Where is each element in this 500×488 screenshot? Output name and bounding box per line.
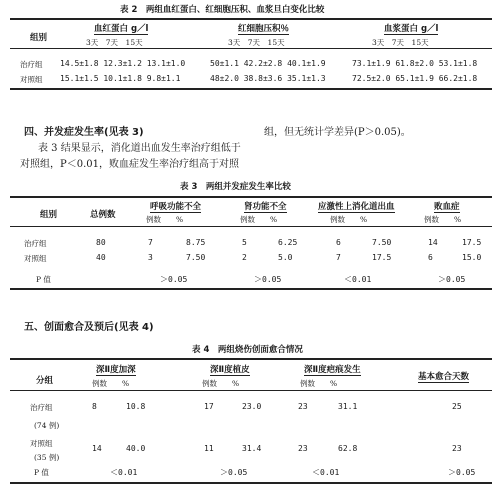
table3-cell: 17.5 xyxy=(462,238,482,247)
table4-header: 分组 xyxy=(36,376,54,386)
table4-cell: 23.0 xyxy=(242,402,262,411)
table3-cell: 80 xyxy=(96,238,106,247)
table3-cell: 14 xyxy=(428,238,438,247)
table3-cell: 2 xyxy=(242,253,247,262)
table2-hemoglobin-days: 3天 7天 15天 xyxy=(86,38,143,47)
table3-cell: 6.25 xyxy=(278,238,298,247)
table3-cell: 17.5 xyxy=(372,253,392,262)
table2-group-header: 组别 xyxy=(30,33,48,43)
table4-row-count: (35 例) xyxy=(34,453,60,462)
table4-cell: 14 xyxy=(92,444,102,453)
table4-p-value: ＜0.01 xyxy=(312,468,340,477)
table4-cell: 23 xyxy=(298,444,308,453)
table4-cell: 31.4 xyxy=(242,444,262,453)
table4-row-label: 治疗组 xyxy=(30,403,53,412)
table3-top-rule xyxy=(10,196,492,198)
table3-header: 总例数 xyxy=(90,210,116,220)
table2-bottom-rule xyxy=(10,88,492,90)
table3-cell: 40 xyxy=(96,253,106,262)
table4-cell: 17 xyxy=(204,402,214,411)
table3-cell: 5 xyxy=(242,238,247,247)
table4-p-value: ＞0.05 xyxy=(448,468,476,477)
table2-cell: 15.1±1.5 10.1±1.8 9.8±1.1 xyxy=(60,74,181,83)
table3-cell: 7.50 xyxy=(372,238,392,247)
table2-header-rule xyxy=(10,48,492,49)
table3-header-rule xyxy=(10,226,492,227)
table4-p-value: ＜0.01 xyxy=(110,468,138,477)
table2-cell: 50±1.1 42.2±2.8 40.1±1.9 xyxy=(210,59,326,68)
table3-cell: 7 xyxy=(336,253,341,262)
section5-title: 五、创面愈合及预后(见表 4) xyxy=(24,322,154,333)
table3-subheader: 例数 % xyxy=(240,215,278,224)
table3-p-label: P 值 xyxy=(36,275,51,284)
table4-p-value: ＞0.05 xyxy=(220,468,248,477)
table3-p-value: ＞0.05 xyxy=(438,275,466,284)
table3-cell: 6 xyxy=(428,253,433,262)
table3-subheader: 例数 % xyxy=(424,215,462,224)
table3-cell: 3 xyxy=(148,253,153,262)
table2-cell: 14.5±1.8 12.3±1.2 13.1±1.0 xyxy=(60,59,186,68)
table4-cell: 8 xyxy=(92,402,97,411)
table3-bottom-rule xyxy=(10,288,492,290)
table3-header: 组别 xyxy=(40,210,58,220)
table3-row-label: 对照组 xyxy=(24,254,47,263)
table3-header: 呼吸功能不全 xyxy=(150,202,202,212)
table4-p-label: P 值 xyxy=(34,468,49,477)
table4-subheader: 例数 % xyxy=(92,379,130,388)
table4-row-count: (74 例) xyxy=(34,421,60,430)
table3-cell: 6 xyxy=(336,238,341,247)
table2-hematocrit-days: 3天 7天 15天 xyxy=(228,38,285,47)
table4-header: 深Ⅱ度疤痕发生 xyxy=(304,365,361,375)
table3-p-value: ＞0.05 xyxy=(254,275,282,284)
table4-cell: 11 xyxy=(204,444,214,453)
table3-subheader: 例数 % xyxy=(146,215,184,224)
table4-cell: 23 xyxy=(298,402,308,411)
section4-title: 四、并发症发生率(见表 3) xyxy=(24,127,144,138)
table2-plasma-protein-days: 3天 7天 15天 xyxy=(372,38,429,47)
table2-top-rule xyxy=(10,18,492,20)
table2-row-label: 对照组 xyxy=(20,75,43,84)
table3-cell: 15.0 xyxy=(462,253,482,262)
table4-subheader: 例数 % xyxy=(300,379,338,388)
table3-p-value: ＜0.01 xyxy=(344,275,372,284)
table4-header: 深Ⅱ度植皮 xyxy=(210,365,250,375)
table2-row-label: 治疗组 xyxy=(20,60,43,69)
table3-header: 应激性上消化道出血 xyxy=(318,202,395,212)
table4-header: 深Ⅱ度加深 xyxy=(96,365,136,375)
table2-hematocrit-header: 红细胞压积％ xyxy=(238,24,290,34)
table3-caption: 表 3 两组并发症发生率比较 xyxy=(180,182,291,192)
table4-header: 基本愈合天数 xyxy=(418,372,470,382)
table4-subheader: 例数 % xyxy=(202,379,240,388)
table2-cell: 73.1±1.9 61.8±2.0 53.1±1.8 xyxy=(352,59,478,68)
table3-cell: 7.50 xyxy=(186,253,206,262)
table3-subheader: 例数 % xyxy=(330,215,368,224)
table3-cell: 5.0 xyxy=(278,253,293,262)
table4-top-rule xyxy=(10,358,492,360)
table2-plasma-protein-header: 血浆蛋白 g／l xyxy=(384,24,439,34)
table4-cell: 23 xyxy=(452,444,462,453)
table3-header: 败血症 xyxy=(434,202,460,212)
table4-cell: 40.0 xyxy=(126,444,146,453)
table4-cell: 25 xyxy=(452,402,462,411)
table4-bottom-rule xyxy=(10,482,492,484)
table4-header-rule xyxy=(10,390,492,391)
table2-cell: 48±2.0 38.8±3.6 35.1±1.3 xyxy=(210,74,326,83)
table4-row-label: 对照组 xyxy=(30,439,53,448)
table3-header: 肾功能不全 xyxy=(244,202,287,212)
table4-caption: 表 4 两组烧伤创面愈合情况 xyxy=(192,345,303,355)
table4-cell: 10.8 xyxy=(126,402,146,411)
table3-p-value: ＞0.05 xyxy=(160,275,188,284)
table4-cell: 31.1 xyxy=(338,402,358,411)
table4-cell: 62.8 xyxy=(338,444,358,453)
table3-row-label: 治疗组 xyxy=(24,239,47,248)
table2-caption: 表 2 两组血红蛋白、红细胞压积、血浆旦白变化比较 xyxy=(120,5,325,15)
section4-paragraph-continued: 组，但无统计学差异(P＞0.05)。 xyxy=(264,127,411,138)
table3-cell: 7 xyxy=(148,238,153,247)
table2-hemoglobin-header: 血红蛋白 g／l xyxy=(94,24,149,34)
table2-cell: 72.5±2.0 65.1±1.9 66.2±1.8 xyxy=(352,74,478,83)
table3-cell: 8.75 xyxy=(186,238,206,247)
section4-paragraph-line: 对照组，P＜0.01，败血症发生率治疗组高于对照 xyxy=(20,159,239,170)
section4-paragraph-line: 表 3 结果显示，消化道出血发生率治疗组低于 xyxy=(38,143,241,154)
